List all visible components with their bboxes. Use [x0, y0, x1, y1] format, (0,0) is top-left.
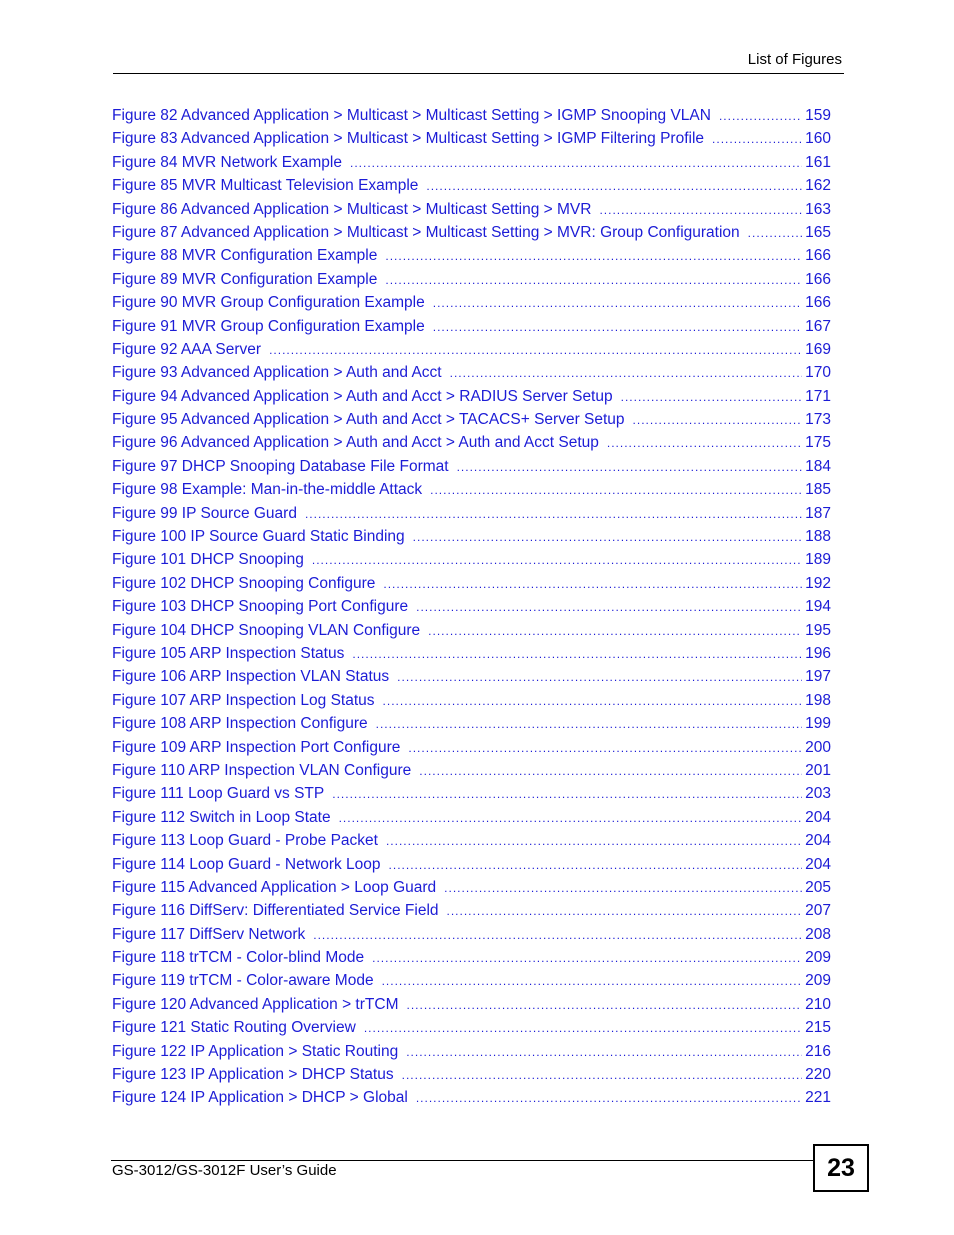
toc-entry-title: Figure 112 Switch in Loop State — [112, 808, 331, 826]
toc-dot-leader — [383, 573, 802, 595]
toc-entry-page: 210 — [805, 995, 831, 1013]
toc-entry-page: 203 — [805, 785, 831, 803]
toc-entry-title: Figure 119 trTCM - Color-aware Mode — [112, 972, 374, 990]
toc-entry-link[interactable] — [112, 151, 831, 174]
toc-entry-link[interactable] — [112, 876, 831, 899]
footer-guide-title: GS-3012/GS-3012F User’s Guide — [112, 1162, 337, 1179]
toc-entry-page: 187 — [805, 504, 831, 522]
toc-entry-page: 221 — [805, 1089, 831, 1107]
toc-entry-link[interactable] — [112, 431, 831, 454]
toc-entry-link[interactable] — [112, 782, 831, 805]
toc-entry-link[interactable] — [112, 502, 831, 525]
toc-entry-title: Figure 116 DiffServ: Differentiated Service Field — [112, 902, 439, 920]
toc-entry-title: Figure 95 Advanced Application > Auth and Acct > TACACS+ Server Setup — [112, 411, 625, 429]
toc-entry-page: 159 — [805, 107, 831, 124]
toc-entry-page: 170 — [805, 364, 831, 382]
toc-dot-leader — [433, 316, 802, 338]
toc-entry-title: Figure 96 Advanced Application > Auth and Acct > Auth and Acct Setup — [112, 434, 599, 452]
toc-dot-leader — [385, 245, 802, 267]
toc-dot-leader — [386, 830, 802, 852]
toc-entry-page: 167 — [805, 317, 831, 335]
toc-dot-leader — [633, 409, 803, 431]
toc-dot-leader — [313, 924, 802, 946]
toc-dot-leader — [748, 222, 802, 244]
toc-entry-title: Figure 120 Advanced Application > trTCM — [112, 995, 399, 1013]
toc-dot-leader — [719, 105, 802, 127]
toc-dot-leader — [383, 690, 803, 712]
toc-entry-title: Figure 99 IP Source Guard — [112, 504, 297, 522]
toc-entry-title: Figure 105 ARP Inspection Status — [112, 644, 345, 662]
toc-entry-title: Figure 111 Loop Guard vs STP — [112, 785, 325, 803]
toc-dot-leader — [712, 128, 802, 150]
toc-entry-title: Figure 117 DiffServ Network — [112, 925, 306, 943]
toc-entry-title: Figure 118 trTCM - Color-blind Mode — [112, 949, 365, 967]
toc-entry-link[interactable] — [112, 1063, 831, 1086]
toc-dot-leader — [406, 1041, 802, 1063]
toc-entry-link[interactable] — [112, 806, 831, 829]
toc-entry-link[interactable] — [112, 993, 831, 1016]
toc-entry-page: 201 — [805, 761, 831, 779]
footer-rule — [111, 1160, 815, 1161]
toc-dot-leader — [312, 549, 802, 571]
toc-entry-page: 166 — [805, 294, 831, 312]
toc-entry-title: Figure 84 MVR Network Example — [112, 153, 342, 171]
toc-entry-page: 189 — [805, 551, 831, 569]
list-of-figures — [112, 104, 831, 1110]
toc-dot-leader — [447, 900, 803, 922]
toc-dot-leader — [607, 432, 802, 454]
toc-entry-page: 204 — [805, 832, 831, 850]
toc-entry-page: 175 — [805, 434, 831, 452]
toc-entry-page: 188 — [805, 528, 831, 546]
toc-dot-leader — [621, 386, 803, 408]
toc-dot-leader — [339, 807, 803, 829]
toc-entry-link[interactable] — [112, 712, 831, 735]
toc-entry-title: Figure 82 Advanced Application > Multicast > Multicast Setting > IGMP Snooping VLAN — [112, 107, 711, 124]
toc-entry-page: 192 — [805, 574, 831, 592]
toc-entry-link[interactable] — [112, 244, 831, 267]
toc-dot-leader — [332, 783, 802, 805]
toc-entry-link[interactable] — [112, 946, 831, 969]
toc-entry-title: Figure 124 IP Application > DHCP > Global — [112, 1089, 408, 1107]
toc-entry-title: Figure 102 DHCP Snooping Configure — [112, 574, 376, 592]
toc-entry-page: 194 — [805, 598, 831, 616]
toc-dot-leader — [426, 175, 802, 197]
toc-entry-link[interactable] — [112, 525, 831, 548]
toc-entry-link[interactable] — [112, 548, 831, 571]
toc-entry-link[interactable] — [112, 338, 831, 361]
toc-entry-link[interactable] — [112, 385, 831, 408]
toc-entry-link[interactable] — [112, 104, 831, 127]
toc-entry-link[interactable] — [112, 689, 831, 712]
toc-entry-link[interactable] — [112, 478, 831, 501]
toc-dot-leader — [430, 479, 802, 501]
toc-entry-page: 204 — [805, 808, 831, 826]
toc-entry-page: 184 — [805, 457, 831, 475]
toc-dot-leader — [444, 877, 802, 899]
toc-entry-title: Figure 86 Advanced Application > Multicast > Multicast Setting > MVR — [112, 200, 592, 218]
toc-dot-leader — [364, 1017, 802, 1039]
toc-dot-leader — [269, 339, 802, 361]
toc-entry-page: 162 — [805, 177, 831, 195]
toc-entry-title: Figure 108 ARP Inspection Configure — [112, 715, 368, 733]
toc-entry-page: 204 — [805, 855, 831, 873]
toc-entry-title: Figure 94 Advanced Application > Auth and Acct > RADIUS Server Setup — [112, 387, 613, 405]
toc-entry-page: 197 — [805, 668, 831, 686]
toc-entry-page: 199 — [805, 715, 831, 733]
toc-entry-title: Figure 104 DHCP Snooping VLAN Configure — [112, 621, 421, 639]
toc-entry-link[interactable] — [112, 923, 831, 946]
header-section-title: List of Figures — [747, 51, 842, 68]
toc-entry-link[interactable] — [112, 642, 831, 665]
toc-entry-page: 209 — [805, 949, 831, 967]
toc-dot-leader — [413, 526, 802, 548]
toc-entry-page: 207 — [805, 902, 831, 920]
toc-dot-leader — [419, 760, 802, 782]
toc-dot-leader — [397, 666, 802, 688]
toc-entry-title: Figure 110 ARP Inspection VLAN Configure — [112, 761, 412, 779]
header-rule — [113, 73, 844, 74]
toc-entry-link[interactable] — [112, 408, 831, 431]
toc-dot-leader — [416, 596, 802, 618]
toc-dot-leader — [428, 620, 802, 642]
toc-dot-leader — [599, 199, 802, 221]
toc-entry-link[interactable] — [112, 291, 831, 314]
toc-entry-link[interactable] — [112, 221, 831, 244]
toc-entry-title: Figure 83 Advanced Application > Multicast > Multicast Setting > IGMP Filtering Profile — [112, 130, 705, 148]
toc-entry-page: 220 — [805, 1066, 831, 1084]
toc-dot-leader — [352, 643, 802, 665]
toc-dot-leader — [402, 1064, 803, 1086]
toc-entry-page: 171 — [805, 387, 831, 405]
toc-entry-link[interactable] — [112, 1086, 831, 1109]
toc-entry-link[interactable] — [112, 665, 831, 688]
toc-dot-leader — [433, 292, 802, 314]
toc-entry-link[interactable] — [112, 829, 831, 852]
toc-entry-link[interactable] — [112, 1016, 831, 1039]
toc-dot-leader — [305, 503, 802, 525]
toc-dot-leader — [389, 854, 803, 876]
toc-entry-link[interactable] — [112, 361, 831, 384]
toc-entry-title: Figure 89 MVR Configuration Example — [112, 270, 378, 288]
toc-entry-page: 195 — [805, 621, 831, 639]
toc-entry-title: Figure 106 ARP Inspection VLAN Status — [112, 668, 390, 686]
toc-entry-page: 216 — [805, 1042, 831, 1060]
toc-entry-title: Figure 101 DHCP Snooping — [112, 551, 304, 569]
toc-entry-title: Figure 92 AAA Server — [112, 340, 262, 358]
toc-entry-link[interactable] — [112, 455, 831, 478]
toc-entry-title: Figure 123 IP Application > DHCP Status — [112, 1066, 394, 1084]
toc-entry-title: Figure 121 Static Routing Overview — [112, 1019, 356, 1037]
toc-dot-leader — [450, 362, 803, 384]
toc-entry-page: 208 — [805, 925, 831, 943]
toc-dot-leader — [372, 947, 802, 969]
toc-entry-title: Figure 98 Example: Man-in-the-middle Attack — [112, 481, 423, 499]
toc-entry-link[interactable] — [112, 759, 831, 782]
toc-entry-link[interactable] — [112, 127, 831, 150]
toc-entry-link[interactable] — [112, 899, 831, 922]
toc-dot-leader — [350, 152, 802, 174]
toc-entry-title: Figure 85 MVR Multicast Television Example — [112, 177, 419, 195]
toc-dot-leader — [376, 713, 803, 735]
toc-dot-leader — [406, 994, 802, 1016]
toc-entry-page: 163 — [805, 200, 831, 218]
toc-entry-link[interactable] — [112, 619, 831, 642]
toc-entry-page: 169 — [805, 340, 831, 358]
toc-dot-leader — [385, 269, 802, 291]
toc-entry-title: Figure 103 DHCP Snooping Port Configure — [112, 598, 409, 616]
toc-entry-link[interactable] — [112, 1040, 831, 1063]
toc-entry-title: Figure 109 ARP Inspection Port Configure — [112, 738, 401, 756]
toc-dot-leader — [382, 970, 803, 992]
toc-entry-page: 161 — [805, 153, 831, 171]
toc-entry-link[interactable] — [112, 174, 831, 197]
toc-entry-page: 215 — [805, 1019, 831, 1037]
toc-entry-title: Figure 87 Advanced Application > Multicast > Multicast Setting > MVR: Group Configuration — [112, 223, 740, 241]
toc-dot-leader — [408, 737, 802, 759]
toc-entry-title: Figure 100 IP Source Guard Static Binding — [112, 528, 405, 546]
toc-entry-link[interactable] — [112, 969, 831, 992]
toc-entry-title: Figure 122 IP Application > Static Routing — [112, 1042, 399, 1060]
toc-entry-title: Figure 107 ARP Inspection Log Status — [112, 691, 375, 709]
toc-entry-page: 196 — [805, 644, 831, 662]
toc-entry-page: 198 — [805, 691, 831, 709]
toc-entry-title: Figure 115 Advanced Application > Loop Guard — [112, 878, 437, 896]
toc-entry-link[interactable] — [112, 736, 831, 759]
toc-entry-page: 166 — [805, 270, 831, 288]
toc-entry-title: Figure 88 MVR Configuration Example — [112, 247, 378, 265]
toc-entry-page: 173 — [805, 411, 831, 429]
toc-dot-leader — [457, 456, 803, 478]
toc-entry-page: 200 — [805, 738, 831, 756]
toc-entry-link[interactable] — [112, 595, 831, 618]
toc-entry-page: 160 — [805, 130, 831, 148]
toc-entry-page: 205 — [805, 878, 831, 896]
toc-entry-page: 185 — [805, 481, 831, 499]
toc-entry-title: Figure 97 DHCP Snooping Database File Format — [112, 457, 449, 475]
toc-entry-title: Figure 90 MVR Group Configuration Example — [112, 294, 425, 312]
toc-entry-link[interactable] — [112, 315, 831, 338]
toc-entry-link[interactable] — [112, 572, 831, 595]
toc-entry-title: Figure 91 MVR Group Configuration Example — [112, 317, 425, 335]
toc-entry-link[interactable] — [112, 268, 831, 291]
toc-entry-link[interactable] — [112, 853, 831, 876]
toc-entry-title: Figure 113 Loop Guard - Probe Packet — [112, 832, 378, 850]
page-number: 23 — [813, 1144, 869, 1192]
toc-dot-leader — [416, 1087, 802, 1109]
toc-entry-page: 209 — [805, 972, 831, 990]
toc-entry-link[interactable] — [112, 198, 831, 221]
toc-entry-page: 165 — [805, 223, 831, 241]
toc-entry-title: Figure 93 Advanced Application > Auth and Acct — [112, 364, 442, 382]
toc-entry-title: Figure 114 Loop Guard - Network Loop — [112, 855, 381, 873]
toc-entry-page: 166 — [805, 247, 831, 265]
